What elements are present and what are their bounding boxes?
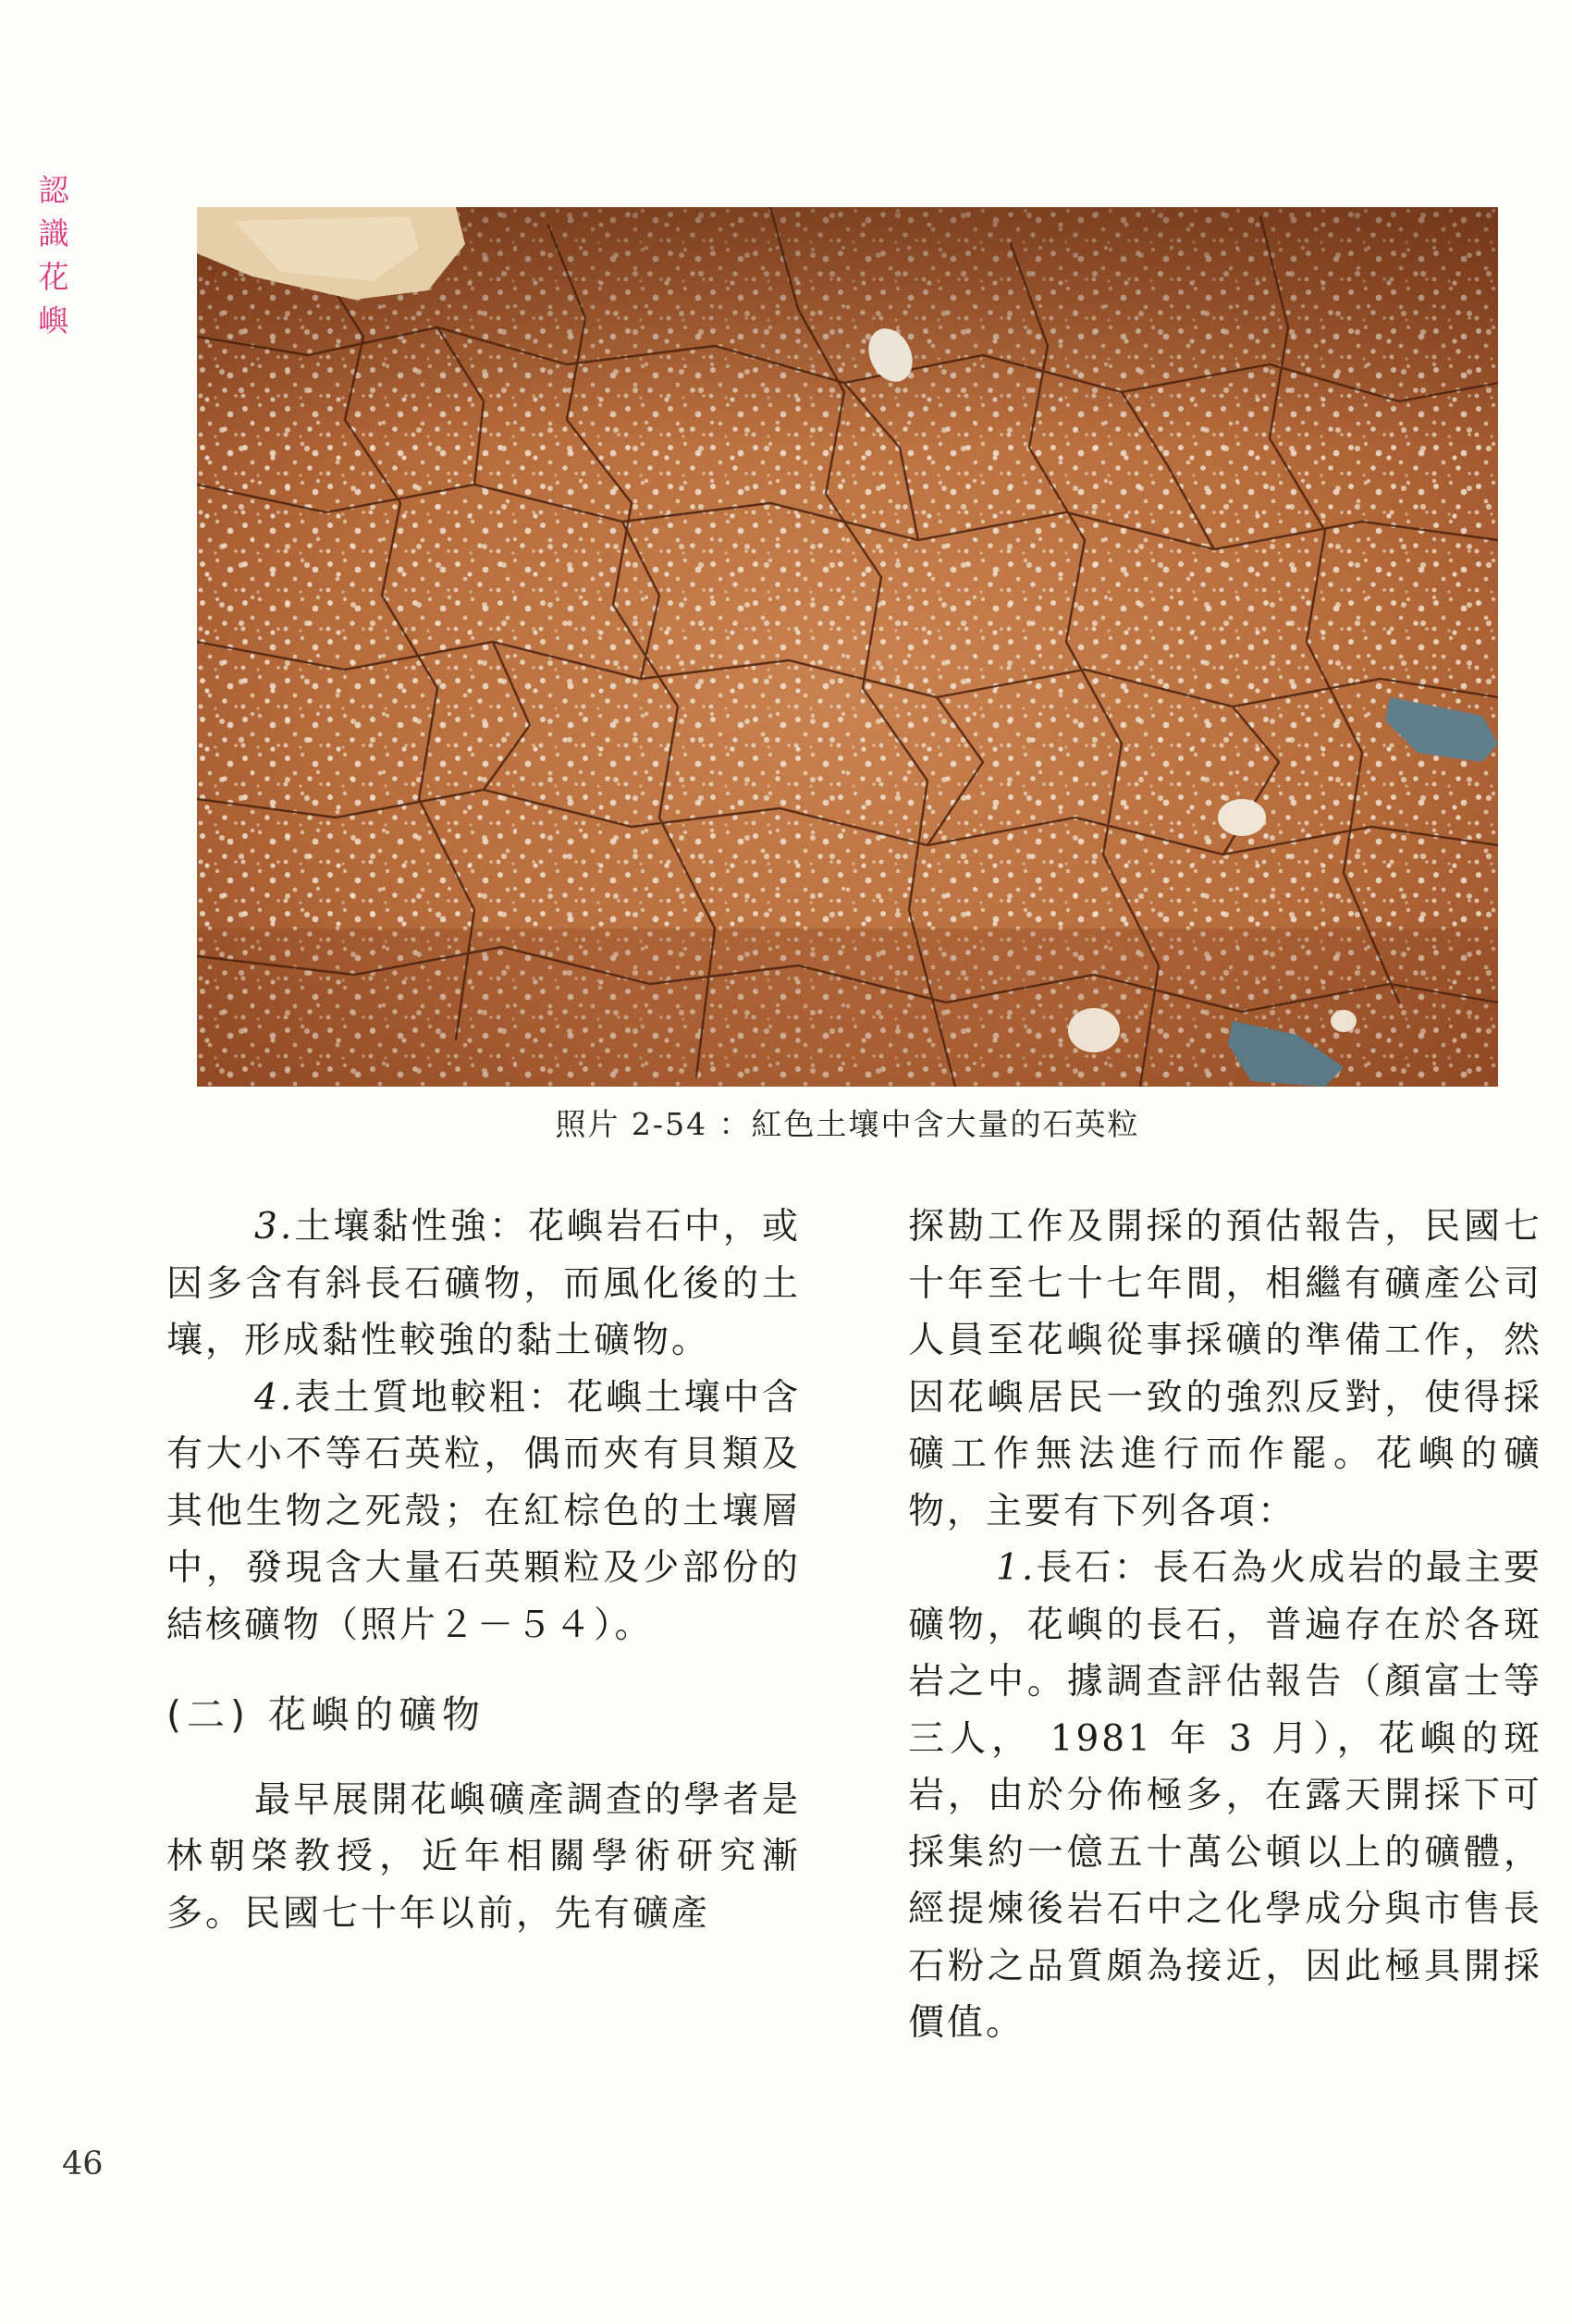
list-item-number: 1. (996, 1547, 1037, 1589)
body-paragraph-continued: 探勘工作及開採的預估報告，民國七十年至七十七年間，相繼有礦產公司人員至花嶼從事採礦的準備工作，然因花嶼居民一致的強烈反對，使得採礦工作無法進行而作罷。花嶼的礦物，主要有下列各項： (908, 1206, 1542, 1532)
side-tab-char: 認 (38, 172, 69, 208)
side-tab-char: 嶼 (38, 302, 69, 338)
list-item-number: 4. (254, 1376, 295, 1419)
section-side-tab (35, 168, 72, 342)
side-tab-char: 識 (38, 215, 69, 252)
list-item-number: 3. (254, 1206, 295, 1248)
list-item-4 (166, 1370, 801, 1654)
list-item-text: 土壤黏性強：花嶼岩石中，或因多含有斜長石礦物，而風化後的土壤，形成黏性較強的黏土礦物。 (166, 1206, 801, 1361)
list-item-1 (908, 1540, 1542, 2052)
list-item-text: 長石：長石為火成岩的最主要礦物，花嶼的長石，普遍存在於各斑岩之中。據調查評估報告（顏富士等三人， 1981 年 3 月），花嶼的斑岩，由於分佈極多，在露天開採下可採集約一億五十萬公頓以上的礦體，經提煉後岩石中之化學成分與市售長石粉之品質頗為接近，因此極具開採價值。 (908, 1547, 1542, 2044)
photo-caption: 照片 2-54 ：紅色土壤中含大量的石英粒 (555, 1106, 1140, 1142)
page-number: 46 (62, 2146, 104, 2183)
right-text-column (908, 1199, 1542, 2052)
list-item-3 (166, 1199, 801, 1370)
section-heading: (二) 花嶼的礦物 (166, 1692, 486, 1737)
list-item-text: 表土質地較粗：花嶼土壤中含有大小不等石英粒，偶而夾有貝類及其他生物之死殼；在紅棕色的土壤層中，發現含大量石英顆粒及少部份的結核礦物（照片２－５４）。 (166, 1376, 801, 1646)
body-paragraph: 最早展開花嶼礦產調查的學者是林朝棨教授，近年相關學術研究漸多。民國七十年以前，先有礦產 (166, 1778, 801, 1935)
soil-photo (197, 207, 1498, 1087)
left-text-column (166, 1199, 801, 1942)
side-tab-char: 花 (38, 259, 69, 295)
